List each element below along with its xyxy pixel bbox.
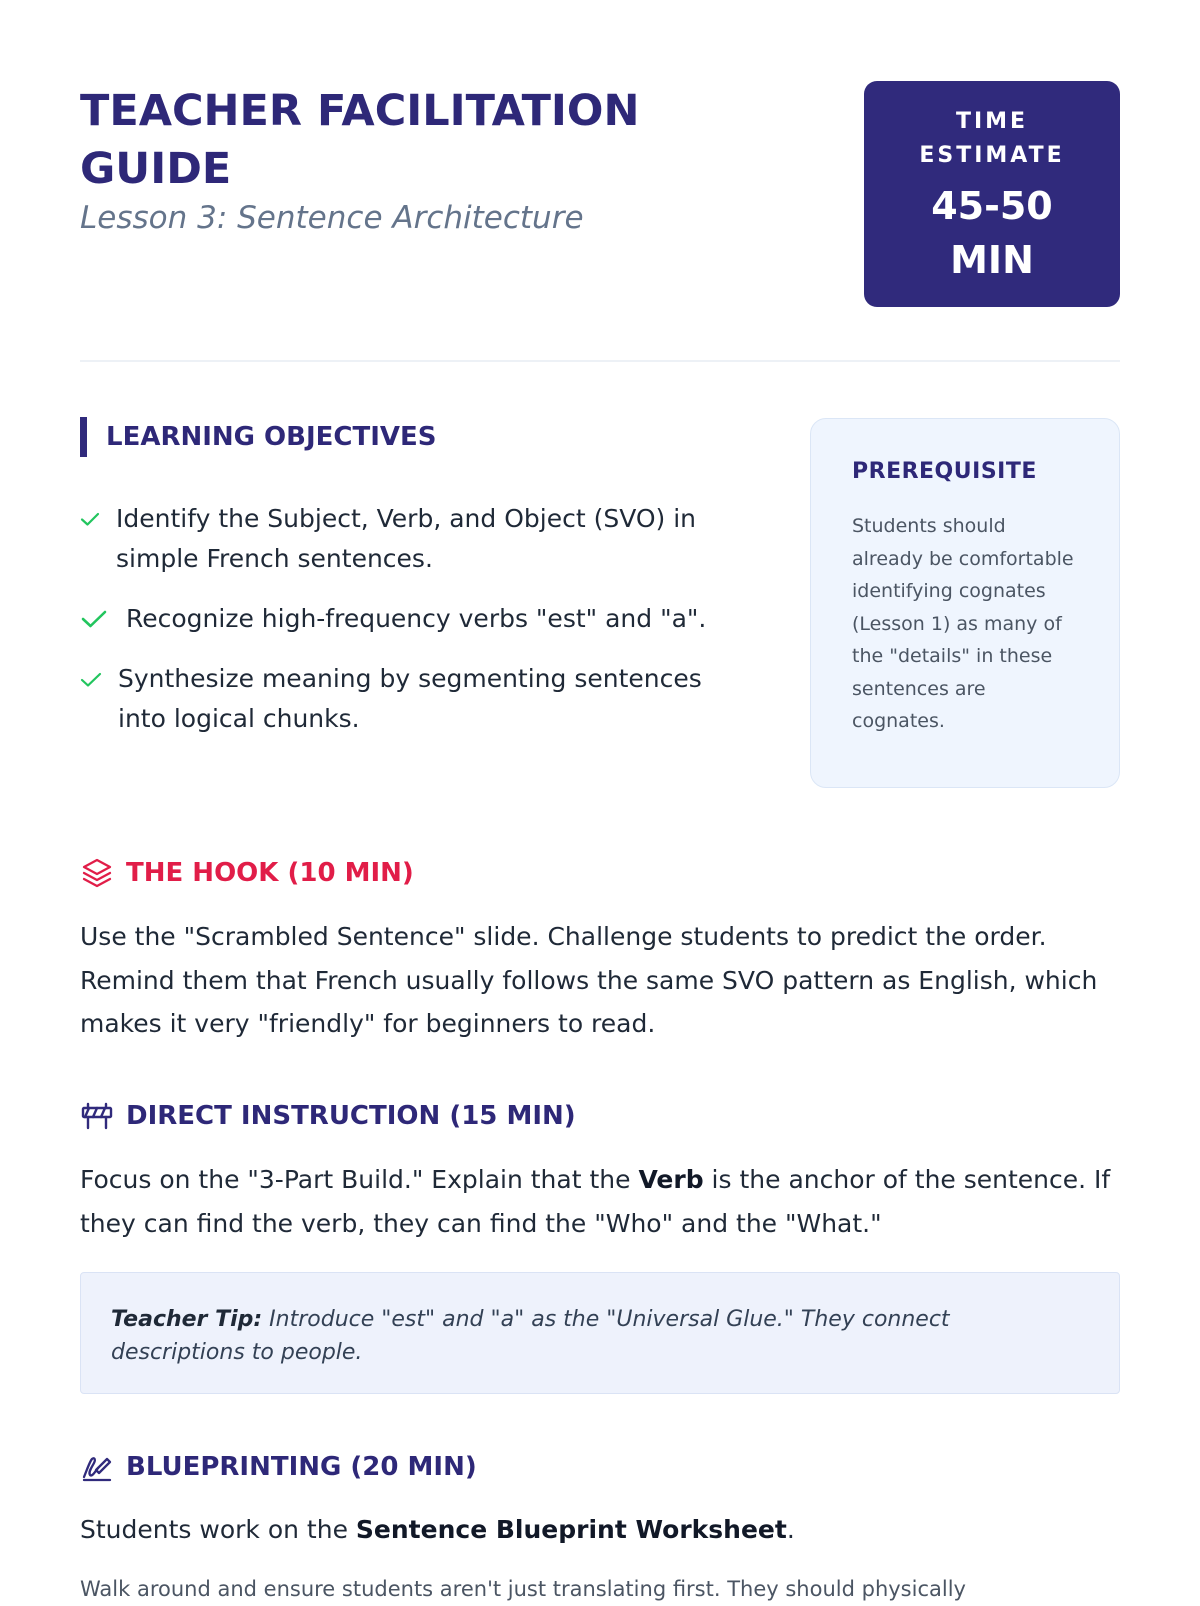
direct-instruction-text-bold: Verb (638, 1165, 704, 1194)
hook-heading (80, 856, 414, 890)
objective-item (80, 659, 740, 739)
time-estimate-badge (864, 81, 1120, 307)
check-icon (80, 599, 126, 639)
header-divider (80, 360, 1120, 362)
barrier-icon (80, 1099, 114, 1133)
check-icon (80, 499, 116, 539)
objective-item (80, 499, 740, 579)
objective-item (80, 599, 740, 639)
layers-icon (80, 856, 114, 890)
teacher-tip-text: Introduce "est" and "a" as the "Universal Glue." They connect descriptions to people. (111, 1307, 950, 1365)
time-estimate-label: TIME ESTIMATE (919, 109, 1065, 168)
blueprinting-walk-text: Walk around and ensure students aren't just translating first. They should physically (80, 1577, 966, 1601)
blueprinting-text (80, 1508, 1130, 1552)
blueprinting-heading-label: BLUEPRINTING (20 MIN) (126, 1452, 477, 1482)
blueprinting-heading (80, 1450, 477, 1484)
teacher-tip-label: Teacher Tip: (111, 1307, 263, 1332)
direct-instruction-text-end: is the anchor of the sentence. If they can find the verb, they can find the "Who" and the "What." (80, 1165, 1111, 1238)
objective-text: Synthesize meaning by segmenting sentences into logical chunks. (118, 664, 702, 733)
direct-instruction-heading (80, 1099, 576, 1133)
blueprinting-text-bold: Sentence Blueprint Worksheet (355, 1515, 787, 1544)
direct-instruction-text (80, 1158, 1130, 1245)
lesson-subtitle: Lesson 3: Sentence Architecture (80, 200, 584, 236)
signature-icon (80, 1450, 114, 1484)
prerequisite-title: PREREQUISITE (852, 459, 1037, 484)
blueprinting-text-start: Students work on the (80, 1515, 356, 1544)
prerequisite-body: Students should already be comfortable identifying cognates (Lesson 1) as many of the "details" in these sentences are cognates. (852, 515, 1074, 732)
check-icon (80, 659, 118, 699)
objectives-heading: LEARNING OBJECTIVES (80, 417, 437, 457)
teacher-tip-box (80, 1272, 1120, 1394)
hook-heading-label: THE HOOK (10 MIN) (126, 858, 414, 888)
hook-text: Use the "Scrambled Sentence" slide. Challenge students to predict the order. Remind them that French usually follows the same SVO pattern as English, which makes it very "friendly" for beginners to read. (80, 922, 1098, 1038)
direct-instruction-heading-label: DIRECT INSTRUCTION (15 MIN) (126, 1101, 576, 1131)
page-title: TEACHER FACILITATION GUIDE (80, 86, 640, 194)
objective-text: Recognize high-frequency verbs "est" and "a". (126, 604, 707, 633)
direct-instruction-text-start: Focus on the "3-Part Build." Explain that the (80, 1165, 639, 1194)
blueprinting-text-end: . (786, 1515, 795, 1544)
prerequisite-card (810, 418, 1120, 788)
objectives-list (80, 499, 740, 739)
time-estimate-value: 45-50 MIN (931, 184, 1053, 282)
objective-text: Identify the Subject, Verb, and Object (SVO) in simple French sentences. (116, 504, 697, 573)
